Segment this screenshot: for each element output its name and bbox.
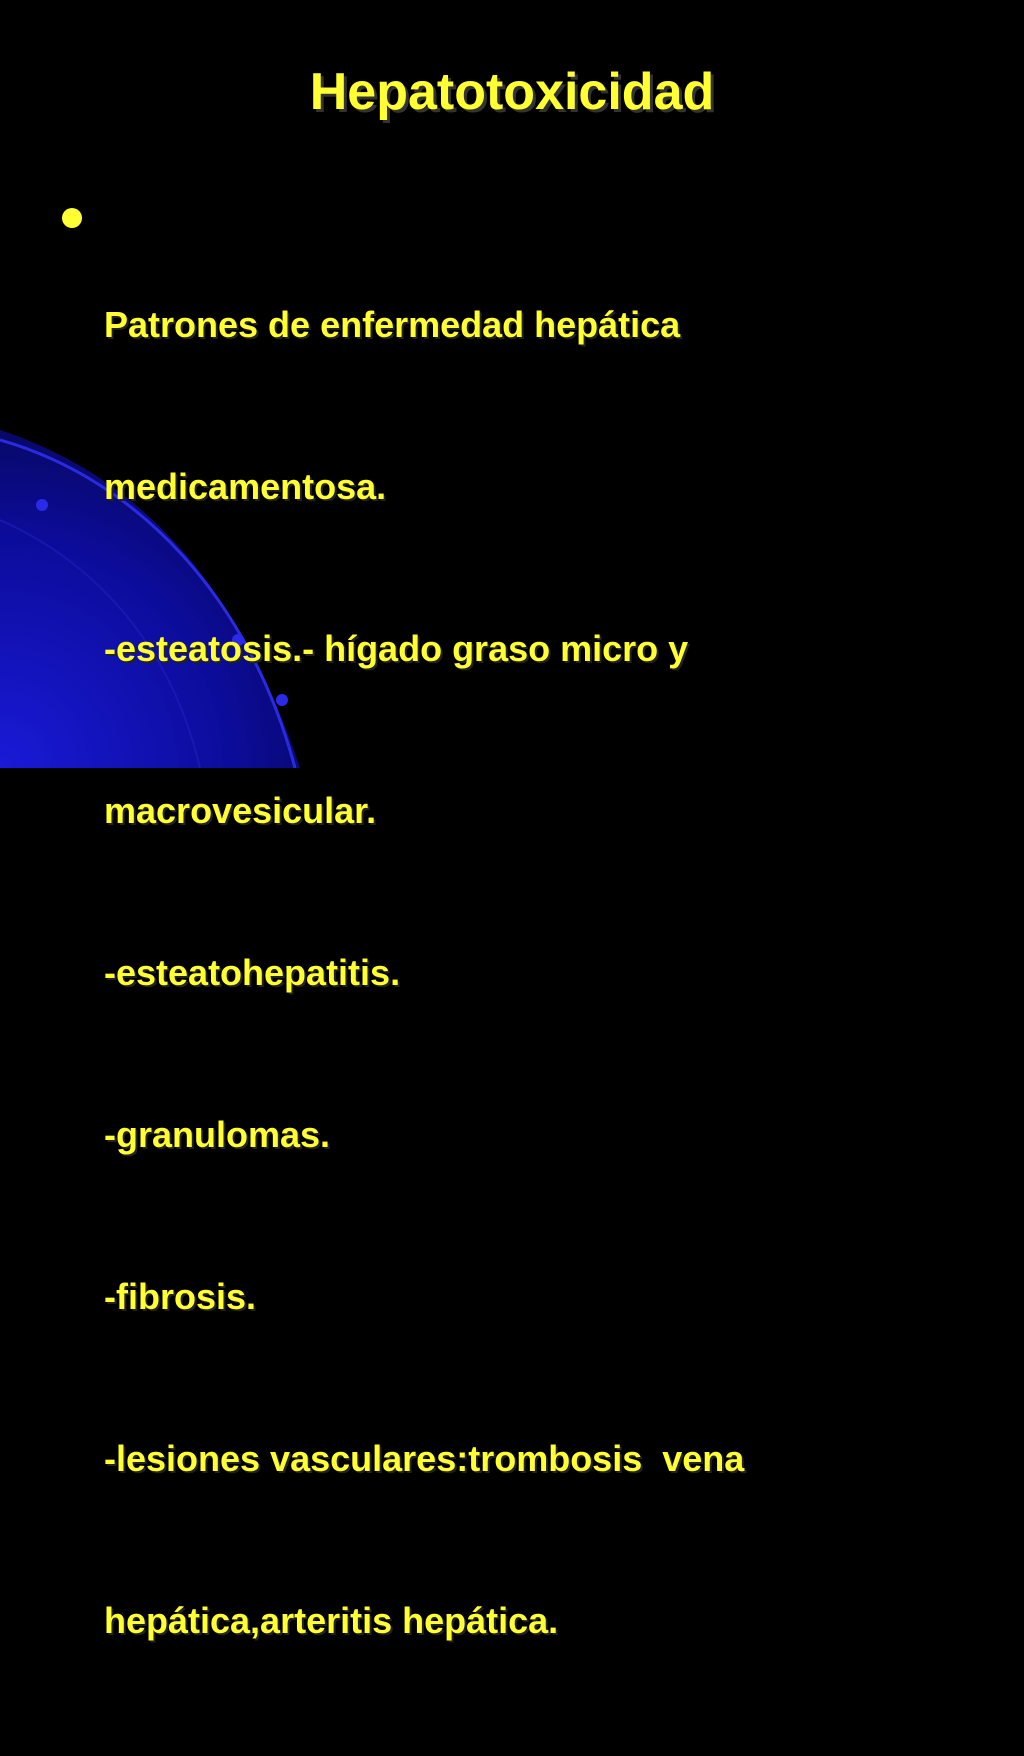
slide-title: Hepatotoxicidad <box>309 63 715 121</box>
bullet-line: Patrones de enfermedad hepática <box>104 304 681 345</box>
bullet-line: -fibrosis. <box>104 1276 257 1317</box>
blue-dot <box>36 499 48 511</box>
bullet-dot-icon <box>62 208 82 228</box>
bullet-list <box>62 190 962 1756</box>
bullet-line: hepática,arteritis hepática. <box>104 1600 559 1641</box>
bullet-line: -esteatohepatitis. <box>104 952 401 993</box>
bullet-line: medicamentosa. <box>104 466 387 507</box>
bullet-line: -granulomas. <box>104 1114 331 1155</box>
bullet-item <box>104 190 962 1756</box>
bullet-line: -lesiones vasculares:trombosis vena <box>104 1438 745 1479</box>
bullet-line: macrovesicular. <box>104 790 377 831</box>
bullet-line: -esteatosis.- hígado graso micro y <box>104 628 689 669</box>
